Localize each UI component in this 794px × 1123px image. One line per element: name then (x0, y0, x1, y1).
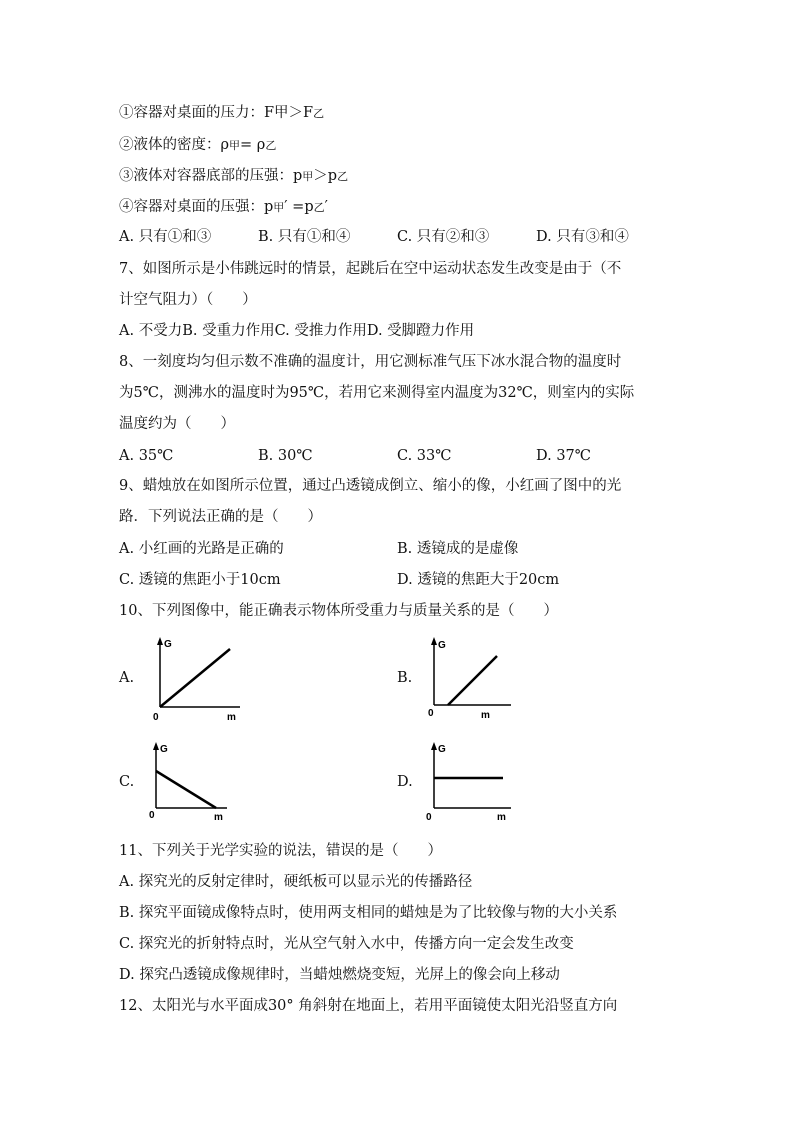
graph-b-origin: 0 (428, 708, 434, 719)
statement-2-sub2: 乙 (265, 139, 277, 152)
graph-c-label[interactable]: C. (119, 774, 135, 790)
graph-b-y-arrow (431, 637, 437, 645)
graph-d[interactable] (421, 740, 521, 828)
statement-3-sub1: 甲 (302, 170, 314, 183)
graph-a-y-label: G (164, 639, 172, 650)
graph-b-label[interactable]: B. (397, 670, 413, 686)
graph-c-y-label: G (160, 744, 168, 755)
q9-option-c[interactable]: C. 透镜的焦距小于10cm (119, 572, 281, 588)
graph-d-y-label: G (438, 744, 446, 755)
statement-3-sub2: 乙 (337, 170, 349, 183)
statement-2-mid: = ρ (240, 137, 266, 153)
graph-a-x-label: m (227, 712, 236, 723)
statement-4-sub2: 乙 (313, 201, 325, 214)
graph-c[interactable] (142, 740, 242, 828)
q9-option-d[interactable]: D. 透镜的焦距大于20cm (397, 572, 560, 588)
graph-c-x-label: m (214, 812, 223, 823)
q8-stem-3: 温度约为（ ） (119, 416, 235, 432)
graph-a-line (160, 649, 230, 707)
q9-option-b[interactable]: B. 透镜成的是虚像 (397, 541, 519, 557)
statement-4 (119, 197, 328, 218)
statement-1-sub: 乙 (313, 107, 325, 120)
statement-3-text: ③液体对容器底部的压强：p (119, 168, 303, 184)
q7-stem-2: 计空气阻力）（ ） (119, 292, 257, 308)
q11-option-c[interactable]: C. 探究光的折射特点时，光从空气射入水中，传播方向一定会发生改变 (119, 936, 574, 952)
graph-b-line (448, 656, 497, 705)
q8-option-d[interactable]: D. 37℃ (536, 448, 591, 464)
graph-a-origin: 0 (153, 712, 159, 723)
q10-stem: 10、下列图像中，能正确表示物体所受重力与质量关系的是（ ） (119, 603, 558, 619)
graph-a-label[interactable]: A. (119, 670, 135, 686)
q12-stem: 12、太阳光与水平面成30° 角斜射在地面上，若用平面镜使太阳光沿竖直方向 (119, 998, 618, 1014)
statement-1-text: ①容器对桌面的压力：F甲＞F (119, 105, 314, 121)
graph-a[interactable] (145, 635, 245, 723)
q9-stem-2: 路．下列说法正确的是（ ） (119, 509, 322, 525)
q6-option-d[interactable]: D. 只有③和④ (536, 229, 629, 245)
statement-2 (119, 135, 276, 156)
statement-3 (119, 166, 348, 187)
q8-option-a[interactable]: A. 35℃ (119, 448, 174, 464)
graph-b[interactable] (421, 635, 521, 723)
q9-option-a[interactable]: A. 小红画的光路是正确的 (119, 541, 284, 557)
q6-option-c[interactable]: C. 只有②和③ (397, 229, 490, 245)
graph-c-origin: 0 (149, 810, 155, 821)
q8-option-b[interactable]: B. 30℃ (258, 448, 313, 464)
q7-options[interactable]: A. 不受力B. 受重力作用C. 受推力作用D. 受脚蹬力作用 (119, 323, 475, 339)
graph-b-x-label: m (481, 710, 490, 721)
graph-d-origin: 0 (426, 812, 432, 823)
q7-stem-1: 7、如图所示是小伟跳远时的情景，起跳后在空中运动状态发生改变是由于（不 (119, 261, 622, 277)
q6-option-a[interactable]: A. 只有①和③ (119, 229, 212, 245)
statement-1 (119, 103, 324, 124)
graph-d-y-arrow (431, 742, 437, 750)
graph-a-y-arrow (157, 637, 163, 645)
graph-c-y-arrow (153, 742, 159, 750)
graph-b-y-label: G (438, 640, 446, 651)
graph-d-label[interactable]: D. (397, 774, 413, 790)
graph-d-x-label: m (497, 812, 506, 823)
graph-c-line (156, 771, 216, 808)
statement-3-mid: ＞p (313, 168, 338, 184)
q11-option-d[interactable]: D. 探究凸透镜成像规律时，当蜡烛燃烧变短，光屏上的像会向上移动 (119, 967, 560, 983)
statement-2-text: ②液体的密度：ρ (119, 137, 230, 153)
statement-4-text: ④容器对桌面的压强：p (119, 199, 274, 215)
q9-stem-1b: 9、蜡烛放在如图所示位置，通过凸透镜成倒立、缩小的像，小红画了图中的光 (119, 478, 622, 494)
q11-stem: 11、下列关于光学实验的说法，错误的是（ ） (119, 843, 442, 859)
q11-option-b[interactable]: B. 探究平面镜成像特点时，使用两支相同的蜡烛是为了比较像与物的大小关系 (119, 905, 618, 921)
q11-option-a[interactable]: A. 探究光的反射定律时，硬纸板可以显示光的传播路径 (119, 874, 473, 890)
q8-option-c[interactable]: C. 33℃ (397, 448, 452, 464)
statement-4-end: ′ (324, 199, 328, 215)
statement-4-sub1: 甲 (273, 201, 285, 214)
q8-stem-1: 8、一刻度均匀但示数不准确的温度计，用它测标准气压下冰水混合物的温度时 (119, 354, 622, 370)
q8-stem-2: 为5℃，测沸水的温度时为95℃，若用它来测得室内温度为32℃，则室内的实际 (119, 385, 635, 401)
statement-2-sub1: 甲 (229, 139, 241, 152)
statement-4-mid: ′ =p (284, 199, 314, 215)
q6-option-b[interactable]: B. 只有①和④ (258, 229, 351, 245)
